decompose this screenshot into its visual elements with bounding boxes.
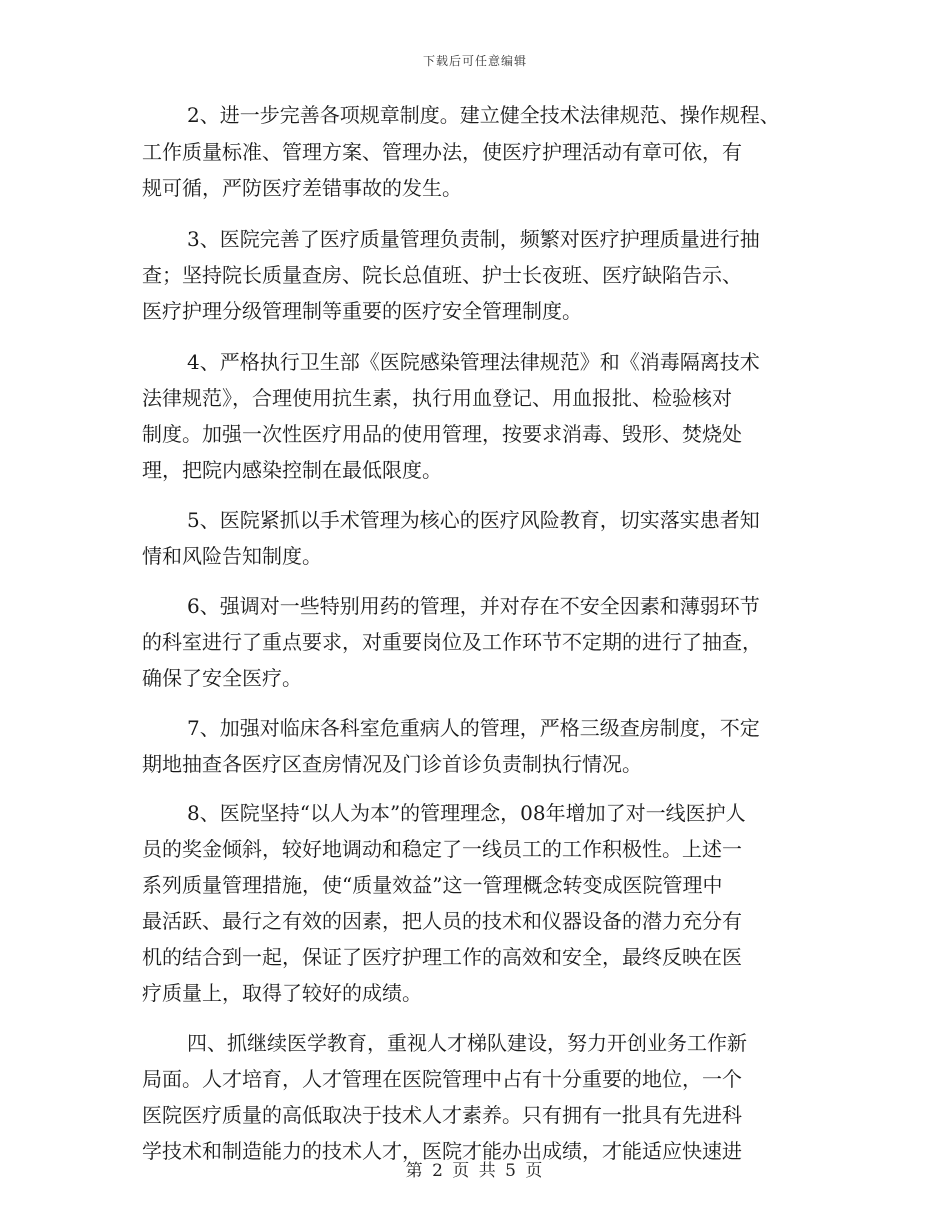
text-line: 7、加强对临床各科室危重病人的管理，严格三级查房制度，不定 (187, 716, 760, 740)
text-line: 确保了安全医疗。 (142, 666, 302, 690)
text-line: 系列质量管理措施，使“质量效益”这一管理概念转变成医院管理中 (142, 873, 723, 897)
text-line: 情和风险告知制度。 (142, 544, 322, 568)
page-number-footer: 第 2 页 共 5 页 (405, 1161, 545, 1181)
text-line: 5、医院紧抓以手术管理为核心的医疗风险教育，切实落实患者知 (187, 508, 760, 532)
text-line: 查；坚持院长质量查房、院长总值班、护士长夜班、医疗缺陷告示、 (142, 263, 742, 287)
text-line: 6、强调对一些特别用药的管理，并对存在不安全因素和薄弱环节 (187, 594, 760, 618)
text-line: 机的结合到一起，保证了医疗护理工作的高效和安全，最终反映在医 (142, 945, 742, 969)
text-line: 3、医院完善了医疗质量管理负责制，频繁对医疗护理质量进行抽 (187, 227, 760, 251)
text-line: 2、进一步完善各项规章制度。建立健全技术法律规范、操作规程、 (187, 103, 780, 127)
text-line: 制度。加强一次性医疗用品的使用管理，按要求消毒、毁形、焚烧处 (142, 422, 742, 446)
text-line: 期地抽查各医疗区查房情况及门诊首诊负责制执行情况。 (142, 752, 642, 776)
text-line: 最活跃、最行之有效的因素，把人员的技术和仪器设备的潜力充分有 (142, 909, 742, 933)
text-line: 的科室进行了重点要求，对重要岗位及工作环节不定期的进行了抽查， (142, 630, 762, 654)
text-line: 4、严格执行卫生部《医院感染管理法律规范》和《消毒隔离技术 (187, 350, 760, 374)
text-line: 学技术和制造能力的技术人才，医院才能办出成绩，才能适应快速进 (142, 1139, 742, 1163)
text-line: 8、医院坚持“以人为本”的管理理念，08年增加了对一线医护人 (187, 801, 746, 825)
text-line: 局面。人才培育，人才管理在医院管理中占有十分重要的地位，一个 (142, 1067, 742, 1091)
text-line: 四、抓继续医学教育，重视人才梯队建设，努力开创业务工作新 (187, 1031, 747, 1055)
text-line: 医院医疗质量的高低取决于技术人才素养。只有拥有一批具有先进科 (142, 1103, 742, 1127)
text-line: 工作质量标准、管理方案、管理办法，使医疗护理活动有章可依，有 (142, 140, 742, 164)
text-line: 规可循，严防医疗差错事故的发生。 (142, 176, 462, 200)
text-line: 理，把院内感染控制在最低限度。 (142, 458, 442, 482)
text-line: 员的奖金倾斜，较好地调动和稳定了一线员工的工作积极性。上述一 (142, 837, 742, 861)
page-header: 下载后可任意编辑 (422, 54, 527, 68)
text-line: 医疗护理分级管理制等重要的医疗安全管理制度。 (142, 299, 582, 323)
text-line: 法律规范》，合理使用抗生素，执行用血登记、用血报批、检验核对 (142, 386, 732, 410)
text-line: 疗质量上，取得了较好的成绩。 (142, 981, 422, 1005)
